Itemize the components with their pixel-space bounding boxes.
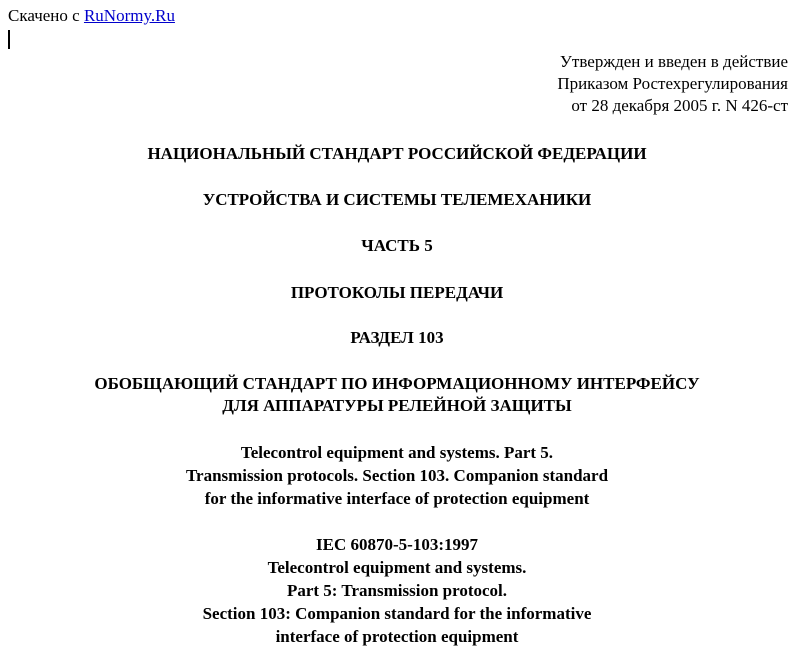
national-standard-heading: НАЦИОНАЛЬНЫЙ СТАНДАРТ РОССИЙСКОЙ ФЕДЕРАЦИИ (147, 144, 647, 163)
english-title-line-1: Telecontrol equipment and systems. Part 5. (240, 443, 554, 462)
approval-line-3: от 28 декабря 2005 г. N 426-ст (571, 96, 788, 115)
iec-title-line-1: Telecontrol equipment and systems. (267, 558, 527, 577)
part-heading: ЧАСТЬ 5 (361, 236, 433, 255)
text-cursor (8, 30, 10, 49)
document-title-line-1: ОБОБЩАЮЩИЙ СТАНДАРТ ПО ИНФОРМАЦИОННОМУ ИНТЕРФЕЙСУ (94, 374, 700, 393)
document-title (0, 373, 794, 417)
approval-block (557, 51, 788, 117)
iec-designation: IEC 60870-5-103:1997 (316, 535, 478, 554)
section-heading: РАЗДЕЛ 103 (350, 328, 444, 347)
subject-heading: УСТРОЙСТВА И СИСТЕМЫ ТЕЛЕМЕХАНИКИ (202, 190, 592, 209)
protocols-heading: ПРОТОКОЛЫ ПЕРЕДАЧИ (290, 283, 504, 302)
iec-reference (0, 533, 794, 648)
approval-line-2: Приказом Ростехрегулирования (557, 74, 788, 93)
approval-line-1: Утвержден и введен в действие (559, 52, 788, 71)
source-prefix: Скачено с (8, 6, 84, 25)
source-link[interactable]: RuNormy.Ru (83, 6, 175, 25)
iec-title-line-2: Part 5: Transmission protocol. (286, 581, 508, 600)
document-title-line-2: ДЛЯ АППАРАТУРЫ РЕЛЕЙНОЙ ЗАЩИТЫ (222, 396, 572, 415)
english-title-line-3: for the informative interface of protection equipment (204, 489, 590, 508)
english-title (0, 441, 794, 510)
iec-title-line-4: interface of protection equipment (275, 627, 519, 646)
english-title-line-2: Transmission protocols. Section 103. Companion standard (185, 466, 609, 485)
source-attribution (8, 6, 175, 26)
iec-title-line-3: Section 103: Companion standard for the informative (202, 604, 592, 623)
